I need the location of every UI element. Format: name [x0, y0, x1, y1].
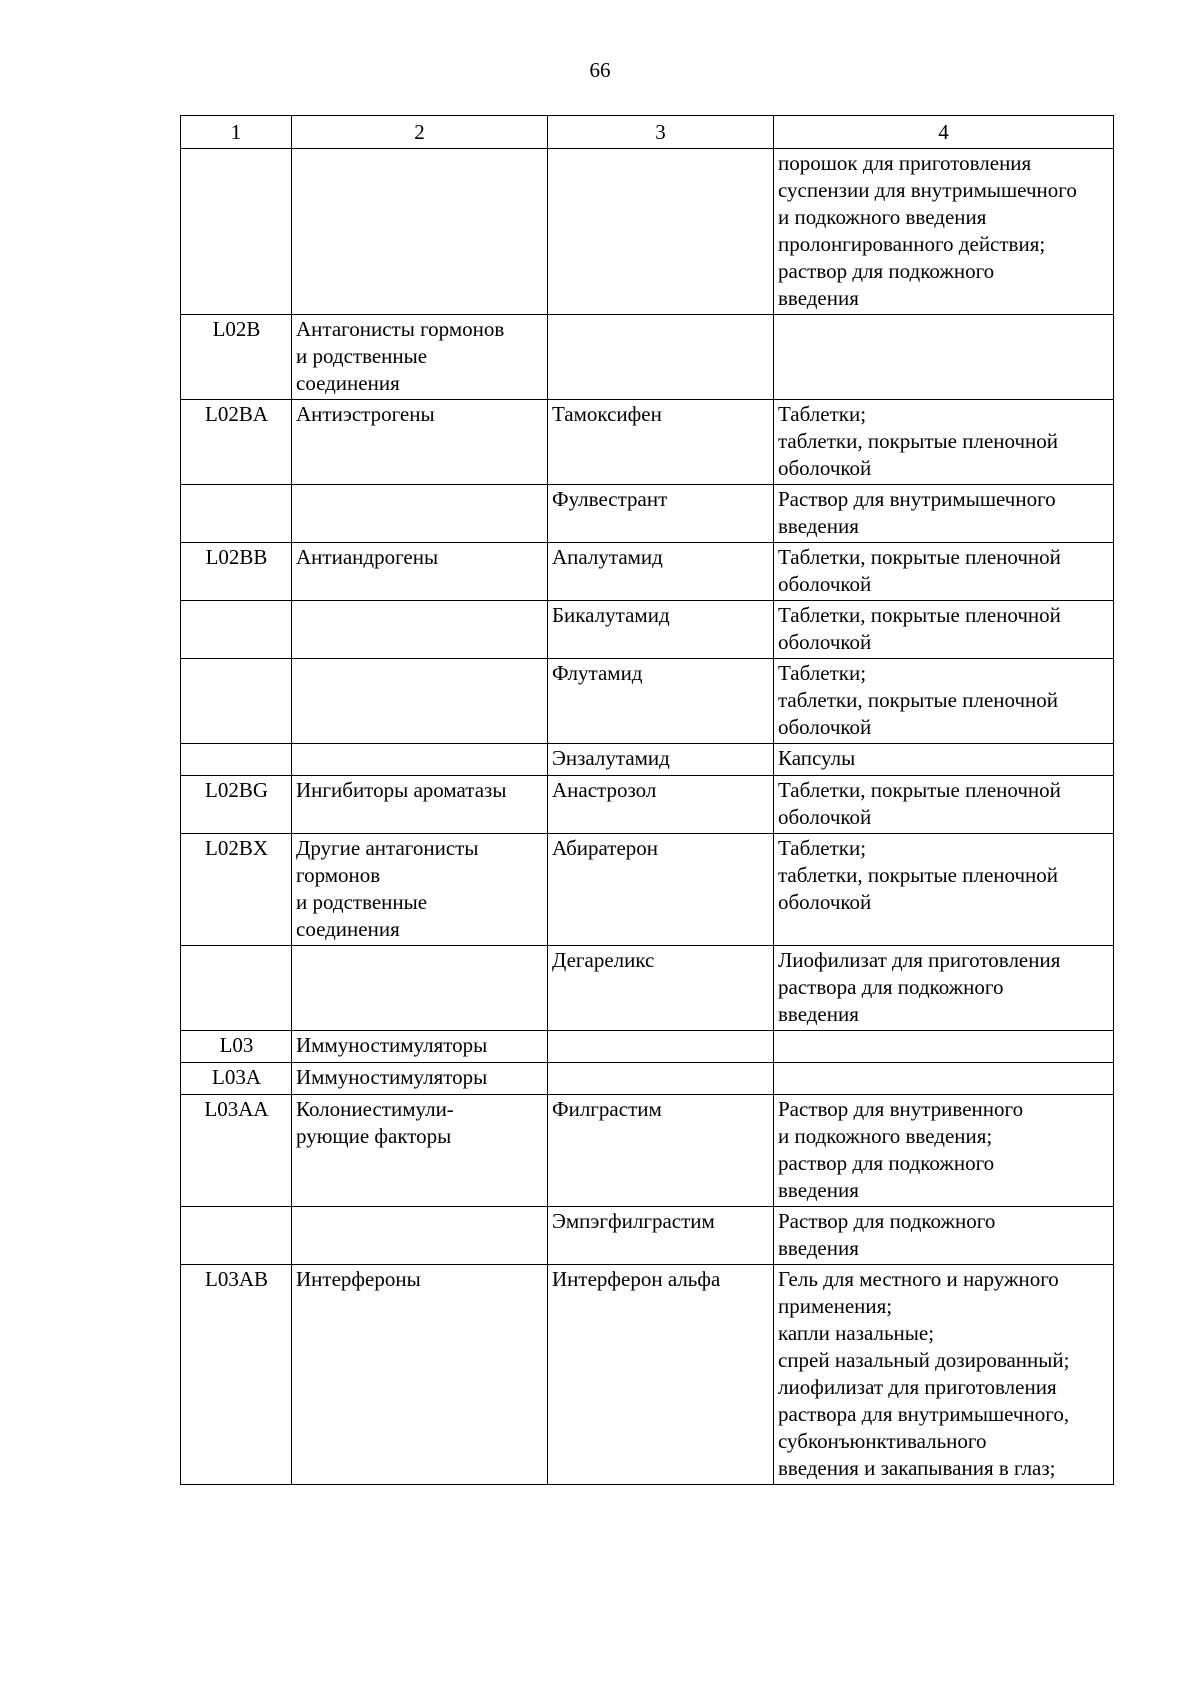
- dosage-form-cell-text: Капсулы: [778, 746, 856, 770]
- table-row: [181, 834, 1114, 946]
- drug-name-cell: [548, 400, 774, 485]
- table-row: [181, 659, 1114, 744]
- dosage-form-cell: [774, 1265, 1114, 1485]
- dosage-form-cell-text: Таблетки; таблетки, покрытые пленочной оболочкой: [778, 661, 1059, 739]
- group-name-cell: [292, 149, 548, 315]
- drug-name-cell: [548, 1265, 774, 1485]
- drug-name-cell: [548, 744, 774, 776]
- group-name-cell: [292, 946, 548, 1031]
- drug-name-cell: [548, 485, 774, 543]
- column-header-4: 4: [774, 116, 1114, 149]
- atc-code-cell: [181, 659, 292, 744]
- group-name-cell-text: Антиандрогены: [296, 545, 439, 569]
- atc-code-cell-text: L02BG: [205, 778, 268, 802]
- table-row: [181, 1207, 1114, 1265]
- group-name-cell: [292, 776, 548, 834]
- group-name-cell: [292, 1031, 548, 1063]
- dosage-form-cell: [774, 1095, 1114, 1207]
- dosage-form-cell-text: Таблетки, покрытые пленочной оболочкой: [778, 603, 1061, 654]
- atc-code-cell-text: L02B: [212, 317, 261, 341]
- drug-name-cell-text: Фулвестрант: [552, 487, 668, 511]
- atc-code-cell-text: L03AA: [204, 1097, 269, 1121]
- atc-code-cell: [181, 834, 292, 946]
- group-name-cell: [292, 400, 548, 485]
- group-name-cell-text: Иммуностимуляторы: [296, 1065, 488, 1089]
- atc-code-cell: [181, 315, 292, 400]
- dosage-form-cell: [774, 744, 1114, 776]
- atc-code-cell: [181, 1207, 292, 1265]
- dosage-form-cell: [774, 400, 1114, 485]
- drug-name-cell: [548, 149, 774, 315]
- dosage-form-cell: [774, 776, 1114, 834]
- table-header: [181, 116, 1114, 149]
- dosage-form-cell-text: Раствор для подкожного введения: [778, 1209, 996, 1260]
- atc-code-cell: [181, 601, 292, 659]
- drug-name-cell: [548, 1031, 774, 1063]
- dosage-form-cell: [774, 485, 1114, 543]
- drug-name-cell-text: Анастрозол: [552, 778, 657, 802]
- atc-code-cell: [181, 946, 292, 1031]
- drug-name-cell: [548, 946, 774, 1031]
- table-row: [181, 946, 1114, 1031]
- group-name-cell: [292, 1095, 548, 1207]
- column-header-2: 2: [292, 116, 548, 149]
- drug-name-cell: [548, 834, 774, 946]
- table-row: [181, 601, 1114, 659]
- dosage-form-cell-text: Лиофилизат для приготовления раствора для подкожного введения: [778, 948, 1061, 1026]
- drug-name-cell-text: Флутамид: [552, 661, 643, 685]
- drug-name-cell: [548, 1207, 774, 1265]
- dosage-form-cell: [774, 315, 1114, 400]
- drug-name-cell: [548, 1063, 774, 1095]
- drug-name-cell-text: Дегареликс: [552, 948, 655, 972]
- column-header-1: 1: [181, 116, 292, 149]
- drug-name-cell-text: Тамоксифен: [552, 402, 662, 426]
- atc-code-cell-text: L02BX: [205, 836, 268, 860]
- atc-code-cell: [181, 400, 292, 485]
- table-row: [181, 149, 1114, 315]
- atc-code-cell: [181, 1095, 292, 1207]
- dosage-form-cell: [774, 1031, 1114, 1063]
- dosage-form-cell-text: порошок для приготовления суспензии для внутримышечного и подкожного введения пролонгированного действия; раствор для подкожного введения: [778, 151, 1077, 310]
- table-row: [181, 1063, 1114, 1095]
- atc-code-cell: [181, 776, 292, 834]
- group-name-cell: [292, 1265, 548, 1485]
- atc-code-cell-text: L02BA: [205, 402, 268, 426]
- table-row: [181, 1095, 1114, 1207]
- dosage-form-cell: [774, 1207, 1114, 1265]
- atc-code-cell-text: L03A: [212, 1065, 261, 1089]
- atc-code-cell-text: L03AB: [205, 1267, 268, 1291]
- dosage-form-cell: [774, 543, 1114, 601]
- group-name-cell-text: Антагонисты гормонов и родственные соединения: [296, 317, 505, 395]
- dosage-form-cell-text: Таблетки; таблетки, покрытые пленочной оболочкой: [778, 836, 1059, 914]
- group-name-cell-text: Ингибиторы ароматазы: [296, 778, 507, 802]
- drug-name-cell-text: Энзалутамид: [552, 746, 670, 770]
- group-name-cell-text: Иммуностимуляторы: [296, 1033, 488, 1057]
- dosage-form-cell-text: Гель для местного и наружного применения; капли назальные; спрей назальный дозированный; лиофилизат для приготовления раствора для внутримышечного, субконъюнктивального введения и закапывания в глаз;: [778, 1267, 1070, 1480]
- group-name-cell-text: Колониестимули- рующие факторы: [296, 1097, 454, 1148]
- dosage-form-cell-text: Таблетки, покрытые пленочной оболочкой: [778, 545, 1061, 596]
- table-row: [181, 543, 1114, 601]
- drug-name-cell: [548, 315, 774, 400]
- group-name-cell: [292, 601, 548, 659]
- table-row: [181, 485, 1114, 543]
- drug-name-cell-text: Бикалутамид: [552, 603, 670, 627]
- drug-name-cell-text: Интерферон альфа: [552, 1267, 721, 1291]
- group-name-cell-text: Интерфероны: [296, 1267, 421, 1291]
- table-body: [181, 149, 1114, 1485]
- group-name-cell: [292, 1063, 548, 1095]
- header-row: [181, 116, 1114, 149]
- drug-table: [180, 115, 1114, 1485]
- atc-code-cell: [181, 485, 292, 543]
- drug-name-cell-text: Апалутамид: [552, 545, 663, 569]
- dosage-form-cell: [774, 946, 1114, 1031]
- dosage-form-cell: [774, 659, 1114, 744]
- drug-name-cell-text: Эмпэгфилграстим: [552, 1209, 715, 1233]
- group-name-cell-text: Другие антагонисты гормонов и родственные соединения: [296, 836, 479, 941]
- drug-name-cell: [548, 659, 774, 744]
- drug-name-cell: [548, 1095, 774, 1207]
- group-name-cell-text: Антиэстрогены: [296, 402, 435, 426]
- dosage-form-cell: [774, 834, 1114, 946]
- atc-code-cell: [181, 149, 292, 315]
- dosage-form-cell-text: Таблетки, покрытые пленочной оболочкой: [778, 778, 1061, 829]
- drug-name-cell-text: Филграстим: [552, 1097, 662, 1121]
- table-row: [181, 1031, 1114, 1063]
- page-number: 66: [589, 58, 611, 82]
- drug-name-cell: [548, 543, 774, 601]
- dosage-form-cell-text: Раствор для внутримышечного введения: [778, 487, 1056, 538]
- table-row: [181, 315, 1114, 400]
- group-name-cell: [292, 485, 548, 543]
- atc-code-cell: [181, 1031, 292, 1063]
- group-name-cell: [292, 659, 548, 744]
- group-name-cell: [292, 1207, 548, 1265]
- group-name-cell: [292, 744, 548, 776]
- dosage-form-cell: [774, 149, 1114, 315]
- drug-name-cell-text: Абиратерон: [552, 836, 659, 860]
- dosage-form-cell-text: Раствор для внутривенного и подкожного введения; раствор для подкожного введения: [778, 1097, 1024, 1202]
- column-header-3: 3: [548, 116, 774, 149]
- table-row: [181, 744, 1114, 776]
- atc-code-cell-text: L02BB: [205, 545, 268, 569]
- dosage-form-cell: [774, 601, 1114, 659]
- atc-code-cell-text: L03: [219, 1033, 254, 1057]
- group-name-cell: [292, 315, 548, 400]
- table-row: [181, 1265, 1114, 1485]
- dosage-form-cell: [774, 1063, 1114, 1095]
- dosage-form-cell-text: Таблетки; таблетки, покрытые пленочной оболочкой: [778, 402, 1059, 480]
- table-row: [181, 776, 1114, 834]
- drug-name-cell: [548, 601, 774, 659]
- table-row: [181, 400, 1114, 485]
- group-name-cell: [292, 834, 548, 946]
- atc-code-cell: [181, 543, 292, 601]
- atc-code-cell: [181, 1063, 292, 1095]
- drug-name-cell: [548, 776, 774, 834]
- atc-code-cell: [181, 1265, 292, 1485]
- atc-code-cell: [181, 744, 292, 776]
- group-name-cell: [292, 543, 548, 601]
